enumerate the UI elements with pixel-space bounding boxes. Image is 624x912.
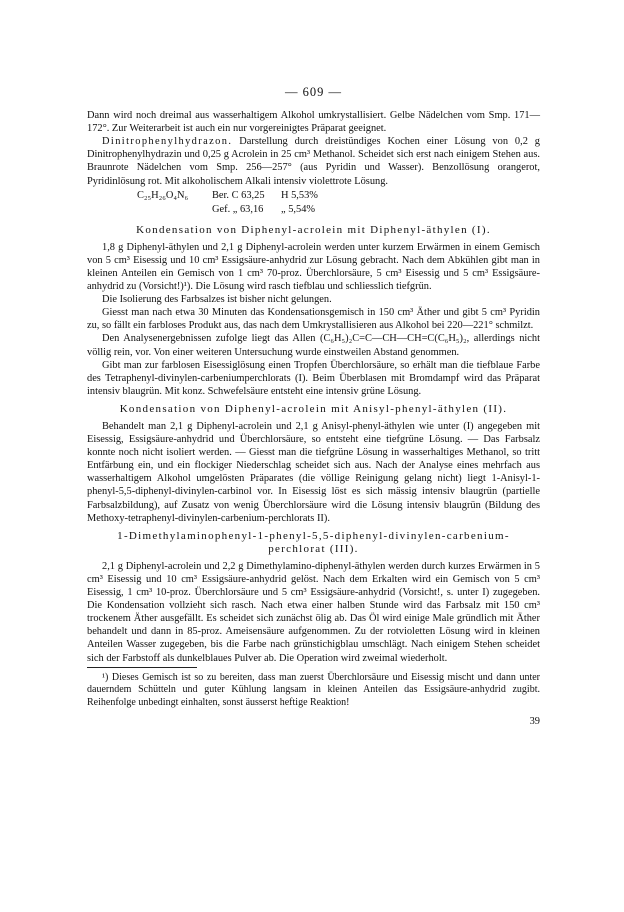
signature-number: 39 (529, 716, 540, 728)
footnote-divider (87, 667, 197, 668)
paragraph-5: Giesst man nach etwa 30 Minuten das Kondensationsgemisch in 150 cm³ Äther und gibt 5 cm³ Pyridin zu, so fällt ein farbloses Produkt aus, das nach dem Umkrystallisieren aus Alkohol bei 220—221° schmilzt. (87, 307, 540, 332)
analysis-formula (87, 189, 540, 219)
paper-page (87, 86, 540, 729)
paragraph-7: Gibt man zur farblosen Eisessiglösung einen Tropfen Überchlorsäure, so erhält man die tiefblaue Farbe des Tetraphenyl-divinylen-carbeniumperchlorats (I). Beim Überblasen mit Bromdampf wird das Präparat intensiv blaugrün. Mit konz. Schwefelsäure entsteht eine intensiv grüne Lösung. (87, 359, 540, 397)
paragraph-2-text: Darstellung durch dreistündiges Kochen einer Lösung von 0,2 g Dinitrophenylhydrazin und 0,25 g Acrolein in 25 cm³ Methanol. Scheidet sich erst nach einigem Stehen aus. Braunrote Nädelchen vom Smp. 256—257° (aus Pyridin und Wasser). Benzollösung orangerot, Pyridinlösung rot. Mit alkoholischem Alkali intensiv violettrote Lösung. (87, 136, 540, 187)
paragraph-2 (87, 135, 540, 187)
section-heading-3-line-1: 1-Dimethylaminophenyl-1-phenyl-5,5-diphenyl-divinylen-carbenium- (117, 529, 510, 542)
term-dinitrophenylhydrazon: Dinitrophenylhydrazon. (102, 136, 233, 148)
paragraph-9: 2,1 g Diphenyl-acrolein und 2,2 g Dimethylamino-diphenyl-äthylen werden durch kurzes Erwärmen in 5 cm³ Eisessig und 10 cm³ Essigsäure-anhydrid gelöst. Nach dem Erkalten wird ein Gemisch von 5 cm³ Eisessig, 1 cm³ 10-proz. Überchlorsäure und 5 cm³ Essigsäure-anhydrid (Vorsicht!, s. unter I) zugegeben. Die Kondensation vollzieht sich rasch. Nach etwa einer halben Stunde wird das Farbsalz mit 150 cm³ trockenem Äther ausgefällt. Es scheidet sich zunächst ölig ab. Das Öl wird einige Male gründlich mit Äther behandelt und dann in 85-proz. Ameisensäure aufgenommen. Zu der rotvioletten Lösung wird in kleinen Anteilen Wasser zugegeben, bis die Farbe nach grünstichigblau umschlägt. Nach einigem Stehen scheidet sich der Farbstoff als dunkelblaues Pulver ab. Die Operation wird zweimal wiederholt. (87, 560, 540, 664)
page-number: — 609 — (285, 85, 342, 99)
section-heading-3-line-2: perchlorat (III). (268, 542, 359, 555)
footnote: ¹) Dieses Gemisch ist so zu bereiten, dass man zuerst Überchlorsäure und Eisessig mischt und dann unter dauerndem Schütteln und guter Kühlung langsam in kleinen Anteilen das Essigsäure-anhydrid zugibt. Reihenfolge unbedingt einhalten, sonst äusserst heftige Reaktion! (87, 671, 540, 708)
formula-compound: C₂₅H₂₆O₄N₆ (137, 189, 189, 201)
paragraph-8: Behandelt man 2,1 g Diphenyl-acrolein und 2,1 g Anisyl-phenyl-äthylen wie unter (I) angegeben mit Eisessig, Essigsäure-anhydrid und Überchlorsäure, so entsteht eine tiefgrüne Lösung. — Das Farbsalz konnte noch nicht isoliert werden. — Giesst man die tiefgrüne Lösung in wasserhaltiges Methanol, so tritt Entfärbung ein, und ein flockiger Niederschlag scheidet sich aus. Nach der Analyse eines mehrfach aus wasserhaltigem Alkohol umgelösten Präparates (die völlige Reinigung gelang nicht) liegt 1-Anisyl-1-phenyl-5,5-diphenyl-divinylen-carbinol vor. In Eisessig löst es sich mässig intensiv blaugrün (partielle Farbsalzbildung), auf Zusatz von wenig Überchlorsäure wird die Lösung intensiv blaugrün (Bildung des Methoxy-tetraphenyl-divinylen-carbenium-perchlorats II). (87, 420, 540, 524)
section-heading-1: Kondensation von Diphenyl-acrolein mit Diphenyl-äthylen (I). (136, 223, 491, 236)
paragraph-6: Den Analysenergebnissen zufolge liegt das Allen (C₆H₅)₂C=C—CH—CH=C(C₆H₅)₂, allerdings nicht völlig rein, vor. Von einer weiteren Untersuchung wurde einstweilen Abstand genommen. (87, 333, 540, 358)
paragraph-4: Die Isolierung des Farbsalzes ist bisher nicht gelungen. (102, 294, 332, 306)
paragraph-1: Dann wird noch dreimal aus wasserhaltigem Alkohol umkrystallisiert. Gelbe Nädelchen vom Smp. 171—172°. Zur Weiterarbeit ist auch ein nur vorgereinigtes Präparat geeignet. (87, 110, 540, 135)
formula-calc-h: H 5,53% (281, 189, 318, 201)
formula-calc-c: Ber. C 63,25 (212, 189, 265, 201)
formula-found-h: „ 5,54% (281, 203, 316, 215)
formula-found-c: Gef. „ 63,16 (212, 203, 264, 215)
paragraph-3: 1,8 g Diphenyl-äthylen und 2,1 g Diphenyl-acrolein werden unter kurzem Erwärmen in einem Gemisch von 5 cm³ Eisessig und 10 cm³ Essigsäure-anhydrid zur Lösung gebracht. Nach dem Abkühlen gibt man in kleinen Anteilen ein Gemisch von 1 cm³ 70-proz. Überchlorsäure, 5 cm³ Eisessig und 5 cm³ Essigsäure-anhydrid zu (Vorsicht!)¹). Die Lösung wird rasch tiefblau und schliesslich tiefgrün. (87, 241, 540, 293)
section-heading-2: Kondensation von Diphenyl-acrolein mit Anisyl-phenyl-äthylen (II). (119, 402, 508, 415)
